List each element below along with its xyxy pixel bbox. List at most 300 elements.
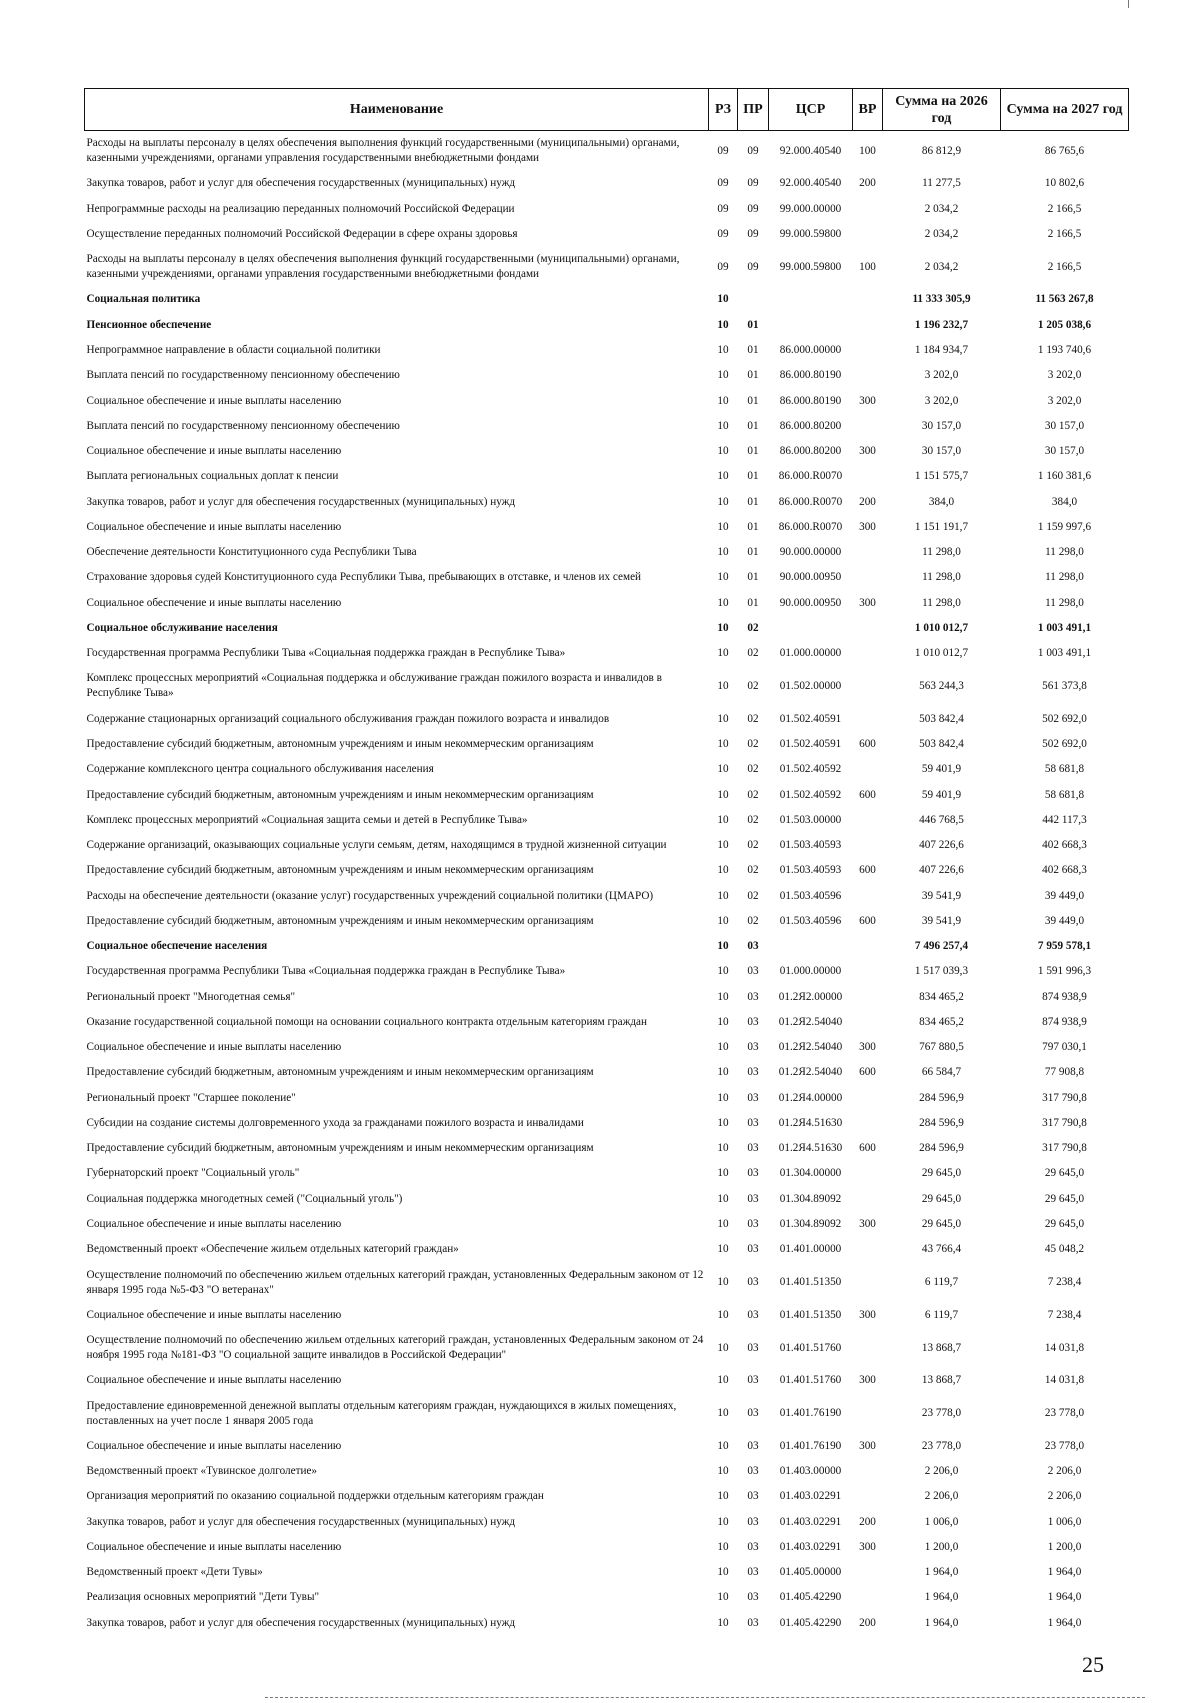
- row-pr: 03: [747, 1490, 759, 1503]
- row-rz: 10: [717, 889, 729, 902]
- row-sum-2027: 23 778,0: [1044, 1439, 1085, 1452]
- row-rz: 10: [717, 1218, 729, 1231]
- row-sum-2027: 14 031,8: [1044, 1374, 1085, 1387]
- row-pr: 03: [747, 1515, 759, 1528]
- row-rz: 10: [717, 1243, 729, 1256]
- row-name: Выплата пенсий по государственному пенсионному обеспечению: [86, 419, 400, 432]
- row-sum-2026: 39 541,9: [921, 914, 962, 927]
- table-row: [85, 131, 1129, 172]
- row-vr: 600: [859, 1142, 876, 1155]
- row-rz: 10: [717, 1616, 729, 1629]
- row-pr: 09: [747, 144, 759, 157]
- table-row: [85, 1585, 1129, 1610]
- row-rz: 10: [717, 1439, 729, 1452]
- header-vr: ВР: [853, 89, 883, 131]
- row-rz: 10: [717, 318, 729, 331]
- row-sum-2027: 1 200,0: [1047, 1540, 1082, 1553]
- row-csr: 01.502.40591: [779, 737, 842, 750]
- table-row: [85, 1459, 1129, 1484]
- row-sum-2026: 6 119,7: [924, 1308, 959, 1321]
- row-pr: 02: [747, 864, 759, 877]
- table-row: [85, 1303, 1129, 1328]
- table-row: [85, 909, 1129, 934]
- row-rz: 10: [717, 1566, 729, 1579]
- table-row: [85, 247, 1129, 287]
- table-row: [85, 565, 1129, 590]
- table-row: [85, 1510, 1129, 1535]
- row-csr: [769, 313, 853, 338]
- row-pr: 03: [747, 1066, 759, 1079]
- table-row: [85, 222, 1129, 247]
- row-sum-2026: 30 157,0: [921, 419, 962, 432]
- table-row: [85, 959, 1129, 984]
- row-name: Выплата пенсий по государственному пенсионному обеспечению: [86, 369, 400, 382]
- row-sum-2027: 2 166,5: [1047, 202, 1082, 215]
- row-name: Расходы на выплаты персоналу в целях обеспечения выполнения функций государственными (муниципальными) органами, казенными учреждениями, органами управления государственными внебюджетными фондами: [86, 253, 680, 281]
- row-pr: 03: [747, 1142, 759, 1155]
- header-sum-2027: Сумма на 2027 год: [1001, 89, 1129, 131]
- row-vr: [853, 1585, 883, 1610]
- row-sum-2027: 561 373,8: [1042, 679, 1087, 692]
- row-csr: 90.000.00950: [779, 571, 842, 584]
- row-name: Социальное обеспечение и иные выплаты населению: [86, 445, 342, 458]
- page-edge-mark: [1128, 0, 1129, 8]
- row-sum-2026: 13 868,7: [921, 1374, 962, 1387]
- row-sum-2027: 30 157,0: [1044, 445, 1085, 458]
- row-sum-2026: 66 584,7: [921, 1066, 962, 1079]
- row-csr: 86.000.80190: [779, 369, 842, 382]
- table-row: [85, 540, 1129, 565]
- row-sum-2026: 3 202,0: [924, 369, 959, 382]
- row-vr: [853, 666, 883, 706]
- row-csr: 01.502.40591: [779, 712, 842, 725]
- table-row: [85, 883, 1129, 908]
- row-name: Содержание организаций, оказывающих социальные услуги семьям, детям, находящимся в трудной жизненной ситуации: [86, 839, 667, 852]
- row-sum-2026: 29 645,0: [921, 1218, 962, 1231]
- row-rz: 10: [717, 470, 729, 483]
- row-pr: 03: [747, 965, 759, 978]
- row-rz: 10: [717, 1276, 729, 1289]
- row-csr: 92.000.40540: [779, 144, 842, 157]
- row-csr: 01.401.51760: [779, 1374, 842, 1387]
- row-pr: 03: [747, 1308, 759, 1321]
- row-sum-2027: 797 030,1: [1042, 1041, 1087, 1054]
- row-name: Закупка товаров, работ и услуг для обеспечения государственных (муниципальных) нужд: [86, 1616, 516, 1629]
- row-sum-2027: 14 031,8: [1044, 1341, 1085, 1354]
- row-sum-2027: 2 206,0: [1047, 1490, 1082, 1503]
- row-sum-2027: 1 591 996,3: [1037, 965, 1092, 978]
- table-row: [85, 1212, 1129, 1237]
- row-csr: 86.000.00000: [779, 343, 842, 356]
- row-sum-2027: 58 681,8: [1044, 788, 1085, 801]
- row-sum-2026: 2 034,2: [924, 227, 959, 240]
- row-vr: [853, 338, 883, 363]
- row-vr: [853, 1010, 883, 1035]
- row-rz: 10: [717, 1515, 729, 1528]
- row-vr: [853, 1237, 883, 1262]
- row-vr: [853, 985, 883, 1010]
- row-rz: 10: [717, 546, 729, 559]
- row-csr: 99.000.00000: [779, 202, 842, 215]
- row-csr: 01.2Я2.54040: [778, 1015, 843, 1028]
- table-row: [85, 414, 1129, 439]
- row-sum-2026: 446 768,5: [919, 813, 964, 826]
- row-pr: 03: [747, 940, 759, 953]
- row-rz: 10: [717, 394, 729, 407]
- table-row: [85, 1010, 1129, 1035]
- row-rz: 10: [717, 1116, 729, 1129]
- row-sum-2026: 384,0: [928, 495, 955, 508]
- table-row: [85, 515, 1129, 540]
- row-csr: 01.401.00000: [779, 1243, 842, 1256]
- table-row: [85, 1393, 1129, 1433]
- row-name: Социальное обеспечение и иные выплаты населению: [86, 596, 342, 609]
- row-vr: [853, 1187, 883, 1212]
- row-pr: 03: [747, 1015, 759, 1028]
- row-sum-2027: 1 964,0: [1047, 1616, 1082, 1629]
- row-sum-2026: 23 778,0: [921, 1439, 962, 1452]
- row-pr: 01: [747, 470, 759, 483]
- row-sum-2026: 11 298,0: [922, 546, 961, 559]
- row-sum-2027: 39 449,0: [1044, 914, 1085, 927]
- table-row: [85, 1111, 1129, 1136]
- row-vr: 600: [859, 864, 876, 877]
- table-row: [85, 313, 1129, 338]
- table-row: [85, 666, 1129, 706]
- row-vr: [853, 464, 883, 489]
- row-sum-2027: 10 802,6: [1044, 177, 1085, 190]
- row-name: Реализация основных мероприятий "Дети Тувы": [86, 1591, 320, 1604]
- row-pr: 02: [747, 621, 759, 634]
- row-pr: 01: [747, 369, 759, 382]
- table-row: [85, 833, 1129, 858]
- row-vr: [853, 313, 883, 338]
- table-row: [85, 363, 1129, 388]
- row-csr: 01.401.51350: [779, 1276, 842, 1289]
- row-vr: [853, 1560, 883, 1585]
- row-sum-2026: 407 226,6: [919, 839, 964, 852]
- row-sum-2026: 29 645,0: [921, 1192, 962, 1205]
- row-sum-2026: 834 465,2: [919, 1015, 964, 1028]
- row-sum-2026: 11 277,5: [922, 177, 961, 190]
- row-pr: 01: [747, 596, 759, 609]
- table-row: [85, 641, 1129, 666]
- row-pr: 03: [747, 1407, 759, 1420]
- row-vr: [853, 1086, 883, 1111]
- row-vr: [853, 540, 883, 565]
- row-pr: 01: [747, 546, 759, 559]
- row-sum-2026: 29 645,0: [921, 1167, 962, 1180]
- row-name: Расходы на обеспечение деятельности (оказание услуг) государственных учреждений социальной политики (ЦМАРО): [86, 889, 654, 902]
- table-row: [85, 197, 1129, 222]
- row-sum-2027: 77 908,8: [1044, 1066, 1085, 1079]
- row-vr: 100: [859, 260, 876, 273]
- row-sum-2027: 1 205 038,6: [1037, 318, 1092, 331]
- table-row: [85, 1434, 1129, 1459]
- row-sum-2026: 767 880,5: [919, 1041, 964, 1054]
- row-sum-2027: 402 668,3: [1042, 864, 1087, 877]
- row-pr: 03: [747, 1243, 759, 1256]
- row-vr: [853, 1328, 883, 1368]
- row-name: Социальное обеспечение населения: [86, 940, 268, 953]
- row-name: Осуществление переданных полномочий Российской Федерации в сфере охраны здоровья: [86, 227, 518, 240]
- row-sum-2026: 1 964,0: [924, 1591, 959, 1604]
- row-csr: 01.401.76190: [779, 1407, 842, 1420]
- row-rz: 10: [717, 495, 729, 508]
- row-rz: 10: [717, 914, 729, 927]
- row-name: Предоставление субсидий бюджетным, автономным учреждениям и иным некоммерческим организациям: [86, 788, 594, 801]
- row-rz: 10: [717, 990, 729, 1003]
- row-csr: 86.000.80200: [779, 445, 842, 458]
- row-rz: 09: [717, 177, 729, 190]
- row-sum-2026: 284 596,9: [919, 1091, 964, 1104]
- row-sum-2026: 1 517 039,3: [914, 965, 969, 978]
- row-sum-2027: 1 003 491,1: [1037, 647, 1092, 660]
- row-sum-2027: 402 668,3: [1042, 839, 1087, 852]
- row-pr: 01: [747, 495, 759, 508]
- row-rz: 10: [717, 1142, 729, 1155]
- row-vr: [853, 363, 883, 388]
- row-sum-2027: 1 159 997,6: [1037, 520, 1092, 533]
- row-sum-2026: 1 151 191,7: [914, 520, 969, 533]
- row-vr: 200: [859, 495, 876, 508]
- row-vr: 200: [859, 1515, 876, 1528]
- row-vr: [853, 1459, 883, 1484]
- row-csr: 86.000.R0070: [778, 520, 843, 533]
- row-pr: 09: [747, 202, 759, 215]
- row-name: Предоставление субсидий бюджетным, автономным учреждениям и иным некоммерческим организациям: [86, 864, 594, 877]
- table-row: [85, 782, 1129, 807]
- row-pr: 03: [747, 1540, 759, 1553]
- row-rz: 10: [717, 712, 729, 725]
- table-row: [85, 1535, 1129, 1560]
- row-sum-2026: 30 157,0: [921, 445, 962, 458]
- row-pr: 02: [747, 679, 759, 692]
- row-vr: [853, 757, 883, 782]
- row-rz: 10: [717, 940, 729, 953]
- scan-edge-line: [265, 1697, 1145, 1698]
- row-rz: 10: [717, 864, 729, 877]
- row-csr: [769, 287, 853, 312]
- row-name: Социальное обеспечение и иные выплаты населению: [86, 1041, 342, 1054]
- table-row: [85, 1060, 1129, 1085]
- row-rz: 09: [717, 144, 729, 157]
- row-name: Социальное обеспечение и иные выплаты населению: [86, 1540, 342, 1553]
- row-name: Государственная программа Республики Тыва «Социальная поддержка граждан в Республике Тыва»: [86, 647, 566, 660]
- row-csr: 01.502.00000: [779, 679, 842, 692]
- row-vr: 300: [859, 520, 876, 533]
- row-name: Социальное обеспечение и иные выплаты населению: [86, 394, 342, 407]
- table-row: [85, 1611, 1129, 1636]
- row-vr: [853, 287, 883, 312]
- table-row: [85, 1086, 1129, 1111]
- row-csr: 01.2Я2.54040: [778, 1041, 843, 1054]
- row-name: Расходы на выплаты персоналу в целях обеспечения выполнения функций государственными (муниципальными) органами, казенными учреждениями, органами управления государственными внебюджетными фондами: [86, 137, 680, 165]
- row-csr: 01.503.40596: [779, 889, 842, 902]
- row-sum-2026: 86 812,9: [921, 144, 962, 157]
- row-sum-2027: 2 166,5: [1047, 260, 1082, 273]
- page-number: 25: [1082, 1652, 1104, 1677]
- row-name: Ведомственный проект «Тувинское долголетие»: [86, 1465, 317, 1478]
- row-csr: 01.2Я4.00000: [778, 1091, 843, 1104]
- row-sum-2026: 59 401,9: [921, 763, 962, 776]
- row-vr: [853, 641, 883, 666]
- table-row: [85, 1560, 1129, 1585]
- table-row: [85, 489, 1129, 514]
- row-sum-2027: 317 790,8: [1042, 1091, 1087, 1104]
- row-csr: 01.405.42290: [779, 1591, 842, 1604]
- row-csr: 86.000.R0070: [778, 495, 843, 508]
- row-pr: 01: [747, 445, 759, 458]
- row-rz: 10: [717, 445, 729, 458]
- row-rz: 10: [717, 343, 729, 356]
- header-name: Наименование: [85, 89, 709, 131]
- row-name: Социальное обслуживание населения: [86, 621, 278, 634]
- row-csr: 92.000.40540: [779, 177, 842, 190]
- row-rz: 10: [717, 839, 729, 852]
- row-name: Региональный проект "Многодетная семья": [86, 990, 296, 1003]
- table-row: [85, 616, 1129, 641]
- row-name: Осуществление полномочий по обеспечению жильем отдельных категорий граждан, установленных Федеральным законом от 24 ноября 1995 года №181-ФЗ "О социальной защите инвалидов в Российской Федерации": [86, 1334, 704, 1362]
- row-sum-2026: 834 465,2: [919, 990, 964, 1003]
- row-sum-2027: 317 790,8: [1042, 1142, 1087, 1155]
- row-csr: 01.2Я4.51630: [778, 1116, 843, 1129]
- row-rz: 10: [717, 1167, 729, 1180]
- row-pr: 02: [747, 763, 759, 776]
- row-csr: 01.502.40592: [779, 788, 842, 801]
- row-vr: [853, 883, 883, 908]
- row-name: Непрограммные расходы на реализацию переданных полномочий Российской Федерации: [86, 202, 515, 215]
- row-csr: 01.503.40596: [779, 914, 842, 927]
- row-pr: 03: [747, 1091, 759, 1104]
- row-sum-2026: 11 298,0: [922, 596, 961, 609]
- row-pr: 03: [747, 1616, 759, 1629]
- row-csr: 01.403.02291: [779, 1490, 842, 1503]
- row-rz: 10: [717, 763, 729, 776]
- row-rz: 10: [717, 293, 729, 306]
- table-header: [85, 89, 1129, 131]
- row-vr: [853, 616, 883, 641]
- row-csr: 01.503.40593: [779, 864, 842, 877]
- row-vr: 600: [859, 914, 876, 927]
- row-sum-2027: 2 206,0: [1047, 1465, 1082, 1478]
- row-vr: [853, 1262, 883, 1302]
- row-rz: 10: [717, 813, 729, 826]
- row-vr: 600: [859, 788, 876, 801]
- row-rz: 10: [717, 1066, 729, 1079]
- row-sum-2026: 503 842,4: [919, 712, 964, 725]
- row-rz: 10: [717, 1374, 729, 1387]
- row-sum-2027: 1 160 381,6: [1037, 470, 1092, 483]
- row-sum-2027: 7 238,4: [1047, 1308, 1082, 1321]
- row-pr: 02: [747, 712, 759, 725]
- row-name: Предоставление субсидий бюджетным, автономным учреждениям и иным некоммерческим организациям: [86, 1066, 594, 1079]
- row-vr: 300: [859, 394, 876, 407]
- row-rz: 10: [717, 1465, 729, 1478]
- table-row: [85, 338, 1129, 363]
- row-csr: 01.401.51350: [779, 1308, 842, 1321]
- row-name: Субсидии на создание системы долговременного ухода за гражданами пожилого возраста и инвалидами: [86, 1116, 584, 1129]
- row-sum-2027: 874 938,9: [1042, 990, 1087, 1003]
- row-sum-2027: 874 938,9: [1042, 1015, 1087, 1028]
- row-sum-2026: 11 298,0: [922, 571, 961, 584]
- row-name: Комплекс процессных мероприятий «Социальная поддержка и обслуживание граждан пожилого возраста и инвалидов в Республике Тыва»: [86, 672, 662, 700]
- row-pr: 03: [747, 990, 759, 1003]
- budget-table: [84, 88, 1129, 1636]
- row-csr: 99.000.59800: [779, 260, 842, 273]
- header-csr: ЦСР: [769, 89, 853, 131]
- row-vr: 300: [859, 1374, 876, 1387]
- row-rz: 10: [717, 737, 729, 750]
- table-row: [85, 1136, 1129, 1161]
- row-sum-2027: 58 681,8: [1044, 763, 1085, 776]
- row-name: Страхование здоровья судей Конституционного суда Республики Тыва, пребывающих в отставке, и членов их семей: [86, 571, 642, 584]
- row-name: Социальная поддержка многодетных семей ("Социальный уголь"): [86, 1192, 403, 1205]
- row-name: Предоставление субсидий бюджетным, автономным учреждениям и иным некоммерческим организациям: [86, 914, 594, 927]
- row-name: Социальное обеспечение и иные выплаты населению: [86, 1218, 342, 1231]
- table-row: [85, 732, 1129, 757]
- row-sum-2027: 7 959 578,1: [1037, 940, 1092, 953]
- row-csr: 01.503.00000: [779, 813, 842, 826]
- row-pr: 03: [747, 1566, 759, 1579]
- table-row: [85, 591, 1129, 616]
- row-name: Содержание комплексного центра социального обслуживания населения: [86, 763, 434, 776]
- row-sum-2027: 29 645,0: [1044, 1192, 1085, 1205]
- row-sum-2027: 11 298,0: [1045, 546, 1084, 559]
- row-rz: 10: [717, 1041, 729, 1054]
- row-sum-2026: 1 010 012,7: [914, 647, 969, 660]
- row-vr: [853, 1484, 883, 1509]
- row-sum-2026: 6 119,7: [924, 1276, 959, 1289]
- row-vr: 300: [859, 596, 876, 609]
- table-row: [85, 388, 1129, 413]
- table-row: [85, 757, 1129, 782]
- row-csr: 01.401.76190: [779, 1439, 842, 1452]
- row-pr: 03: [747, 1374, 759, 1387]
- row-pr: [738, 287, 769, 312]
- row-name: Комплекс процессных мероприятий «Социальная защита семьи и детей в Республике Тыва»: [86, 813, 528, 826]
- row-pr: 01: [747, 318, 759, 331]
- row-csr: 01.304.89092: [779, 1218, 842, 1231]
- table-row: [85, 858, 1129, 883]
- header-sum-2026: Сумма на 2026 год: [883, 89, 1001, 131]
- row-name: Социальное обеспечение и иные выплаты населению: [86, 520, 342, 533]
- row-sum-2027: 86 765,6: [1044, 144, 1085, 157]
- table-row: [85, 1328, 1129, 1368]
- row-sum-2026: 1 184 934,7: [914, 343, 969, 356]
- row-pr: 09: [747, 227, 759, 240]
- row-rz: 10: [717, 419, 729, 432]
- row-pr: 02: [747, 788, 759, 801]
- row-vr: 300: [859, 1439, 876, 1452]
- row-vr: 200: [859, 1616, 876, 1629]
- row-csr: 86.000.80190: [779, 394, 842, 407]
- row-sum-2027: 11 563 267,8: [1035, 293, 1094, 306]
- row-pr: 03: [747, 1465, 759, 1478]
- row-rz: 10: [717, 647, 729, 660]
- row-vr: [853, 1393, 883, 1433]
- row-pr: 01: [747, 343, 759, 356]
- row-rz: 10: [717, 621, 729, 634]
- row-pr: 09: [747, 177, 759, 190]
- row-vr: [853, 959, 883, 984]
- row-name: Закупка товаров, работ и услуг для обеспечения государственных (муниципальных) нужд: [86, 1515, 516, 1528]
- row-name: Губернаторский проект "Социальный уголь": [86, 1167, 300, 1180]
- row-sum-2027: 1 964,0: [1047, 1566, 1082, 1579]
- row-vr: 300: [859, 1540, 876, 1553]
- row-rz: 10: [717, 1407, 729, 1420]
- row-sum-2026: 13 868,7: [921, 1341, 962, 1354]
